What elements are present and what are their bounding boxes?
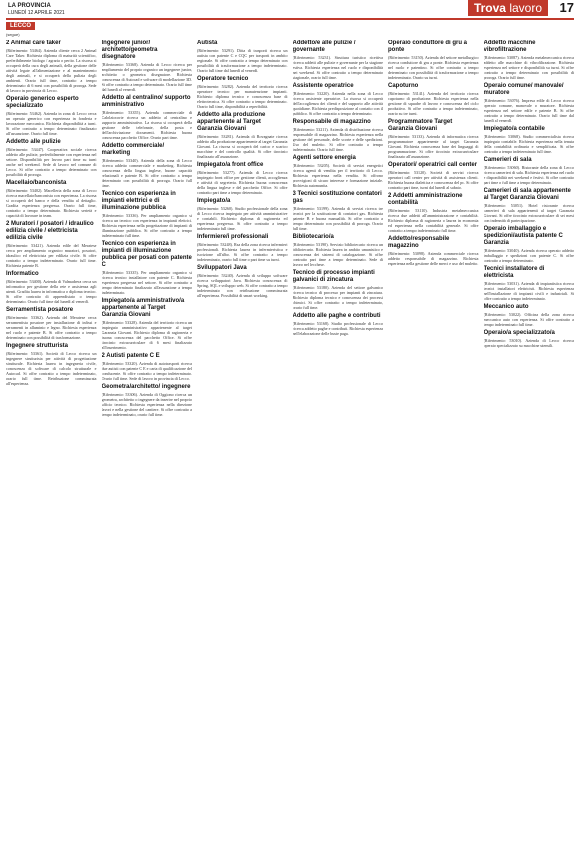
job-listing (6, 221, 97, 268)
job-title: Responsabile di magazzino (292, 119, 371, 125)
job-title: Autista (197, 40, 218, 46)
job-description: (Riferimento: 53368). Azienda di Lecco ricerca per ampliamento del proprio organico un ingegnere junior, architetto o geometra disegnatore. Richiesta conoscenza di Autocad e software di modellazione 3D. Si offre contratto a tempo determinato. Orario full time dal lunedì al venerdì. (101, 62, 192, 92)
job-listing (484, 40, 575, 80)
job-title: Serramentista posatore (6, 307, 74, 313)
page-number: 17 (559, 0, 574, 15)
job-listing (197, 40, 288, 73)
job-description: (Riferimento: 53361). Società di Lecco ricerca un ingegnere strutturista per attività di progettazione strutturale. Richiesta laurea in ingegneria civile, conoscenza di software di calcolo strutturale e Autocad. Si offre contratto a tempo indeterminato, orario full time. Retribuzione commisurata all'esperienza. (6, 351, 97, 386)
listing-column (293, 40, 384, 845)
job-listing (6, 307, 97, 340)
job-listing (484, 226, 575, 263)
job-title: Agenti settore energia (292, 155, 356, 161)
job-title: Operatore tecnico (197, 76, 249, 82)
job-listing (102, 241, 193, 295)
job-listing (484, 266, 575, 301)
job-description: (Riferimento: 53260). Studio professionale della zona di Lecco ricerca impiegato per attività amministrative e contabili. Richiesto diploma di ragioneria ed esperienza pregressa. Si offre contratto a tempo indeterminato full time. (197, 206, 288, 231)
job-listing (6, 271, 97, 304)
job-description: (Riferimento: 53248). Rsa della zona ricerca infermieri professionali. Richiesta laurea in infermieristica e iscrizione all'albo. Si offre contratto a tempo indeterminato, orario full time o part time su turni. (197, 242, 288, 262)
job-description: (Riferimento: 53340). Azienda della zona di Lecco ricerca addetto commerciale e marketing. Richiesta conoscenza della lingua inglese, buone capacità relazionali e patente B. Si offre contratto a tempo determinato con possibilità di proroga. Orario full time. (101, 158, 192, 188)
job-listing (102, 95, 193, 140)
job-description: (Riferimento: 53068). Studio commercialista ricerca impiegato contabile. Richiesta esperienza nella tenuta della contabilità ordinaria e semplificata. Si offre contratto a tempo indeterminato full time. (483, 134, 574, 154)
job-description: (Riferimento: 53141). Azienda del territorio ricerca capoturno di produzione. Richiesta esperienza nella gestione di squadre di lavoro e conoscenza del ciclo produttivo. Si offre contratto a tempo indeterminato, orario su tre turni. (388, 91, 479, 116)
job-description: (Riferimento: 53362). Azienda del Meratese cerca serramentista posatore per installazione di infissi e serramenti in alluminio e legno. Richiesta esperienza nel ruolo e patente B. Si offre contratto a tempo determinato con possibilità di trasformazione. (6, 315, 97, 340)
job-title: Impiegato/a (197, 198, 231, 204)
job-description: (Riferimento: 53335). Per ampliamento organico si ricerca tecnico installatore con patente C. Richiesta esperienza pregressa nel settore. Si offre contratto a tempo determinato finalizzato all'assunzione a tempo indeterminato. (101, 270, 192, 295)
job-description: (Riferimento: 53040). Azienda ricerca operaio addetto imballaggio e spedizioni con patente C. Si offre contratto a tempo determinato. (483, 248, 574, 263)
job-description: (Riferimento: 53355). Azienda commerciale di Calolziocorte ricerca un addetto al centralino e supporto amministrativo. La risorsa si occuperà della gestione delle telefonate, della posta e dell'archiviazione documenti. Richiesta buona conoscenza pacchetto Office. Orario part time. (101, 110, 192, 140)
job-title: Addetto commerciale/ marketing (101, 143, 165, 156)
job-listing (484, 330, 575, 348)
job-description: (Riferimento: 53087). Azienda metalmeccanica ricerca addetto alle macchine di vibrofiltrazione. Richiesta esperienza nel settore e disponibilità su turni. Si offre contratto a tempo determinato con possibilità di proroga. Orario full time. (483, 55, 574, 80)
job-description: (Riferimento: 53400). Azienda di Valmadrera cerca un informatico per gestione della rete e assistenza agli utenti. Gradita laurea in informatica o diploma tecnico. Si offre contratto di apprendistato o tempo determinato. Orario full time dal lunedì al venerdì. (6, 279, 97, 304)
job-title: Operaio generico esperto specializzato (6, 96, 79, 109)
job-description: (Riferimento: 53231). Struttura turistico ricettiva ricerca addetti alle pulizie e governante per la stagione estiva. Richiesta esperienza nel ruolo e disponibilità nei weekend. Si offre contratto a tempo determinato stagionale, orario full time. (292, 55, 383, 80)
job-title: Tecnico con esperienza in impianti elettrici e di illuminazione pubblica (101, 191, 176, 211)
job-description: (Riferimento: 53282). Azienda del territorio ricerca operatore tecnico per manutenzione impianti. Richiesto diploma tecnico e conoscenza base di elettrotecnica. Si offre contratto a tempo determinato. Orario full time, disponibilità a reperibilità. (197, 84, 288, 109)
job-description: (Riferimento: 53464). Azienda cliente cerca 2 Animal Care Taker. Richiesta diploma di maturità scientifico, preferibilmente biologo / agraria o perito. La risorsa si occuperà della cura degli animali, della gestione delle attività legate all'alimentazione e al mantenimento degli animali, e si occuperà della pulizia degli ambienti. Orario full time, contratto a tempo determinato di 6 mesi con possibilità di proroga. Sede di lavoro in provincia di Lecco. (6, 48, 97, 93)
job-listing (293, 83, 384, 116)
job-title: Operaio comune/ manovale/ muratore (483, 83, 564, 96)
job-title: Ingegnere junior/ architetto/geometra disegnatore (101, 40, 158, 60)
job-listing (6, 139, 97, 177)
section-title-light: lavoro (509, 1, 542, 15)
job-title: Addetto alle paghe e contributi (292, 313, 381, 319)
job-title: Tecnico di processo impianti galvanici di zincatura (292, 270, 375, 283)
job-listing (197, 265, 288, 298)
job-listing (6, 40, 97, 93)
job-title: Sviluppatori Java (197, 265, 247, 271)
job-listing (484, 188, 575, 223)
job-title: Meccanico auto (483, 304, 529, 310)
job-title: 2 Autisti patente C E (101, 353, 160, 359)
job-listing (102, 353, 193, 381)
job-description: (Riferimento: 53205). Società di servizi energetici ricerca agenti di vendita per il territorio di Lecco. Richiesta esperienza nella vendita. Si offrono provvigioni di sicuro interesse e formazione iniziale. Richiesta automunita. (292, 163, 383, 188)
location-label: (segue) (6, 32, 20, 37)
listing-column (388, 40, 479, 845)
job-title: Addetto alla produzione appartenente al Target Garanzia Giovani (197, 112, 266, 132)
job-description: (Riferimento: 53462). Azienda in zona di Lecco cerca un operaio generico con esperienza in fonderia e lavorazione meccanica. Richiesta disponibilità a turni. Si offre contratto a tempo determinato finalizzato all'assunzione. Orario full time. (6, 111, 97, 136)
job-title: Macellaio/banconista (6, 180, 67, 186)
job-description: (Riferimento: 53060). Ristorante della zona di Lecco ricerca camerieri di sala. Richiesta esperienza nel ruolo e disponibilità nei weekend e festivi. Si offre contratto part time o full time a tempo determinato. (483, 165, 574, 185)
job-listing (484, 126, 575, 154)
job-description: (Riferimento: 53168). Studio professionale di Lecco ricerca addetto paghe e contributi. Richiesta esperienza nell'elaborazione delle buste paga. (292, 321, 383, 336)
job-listing (102, 298, 193, 350)
job-title: Assistente operatrice (292, 83, 354, 89)
job-title: Informatico (6, 271, 39, 277)
job-description: (Riferimento: 53120). Società di servizi ricerca operatori call center per attività di assistenza clienti. Richiesta buona dialettica e conoscenza del pc. Si offre contratto part time, turni dal lunedì al sabato. (388, 170, 479, 190)
job-description: (Riferimento: 53199). Azienda di servizi ricerca tre tecnici per la sostituzione di contatori gas. Richiesta patente B e buona manualità. Si offre contratto a tempo determinato con possibilità di proroga. Orario full time. (292, 206, 383, 231)
job-title: Infermiere/i professionali (197, 234, 269, 240)
job-title: Bibliotecario/a (292, 234, 334, 240)
listing-column (102, 40, 193, 845)
job-description: (Riferimento: 53010). Azienda di Lecco ricerca operaio specializzato su macchine utensili. (483, 338, 574, 348)
job-title: Impiegato/a amministrativo/a appartenente al Target Garanzia Giovani (101, 298, 185, 318)
job-description: (Riferimento: 53220). Azienda nella zona di Lecco ricerca assistente operatrice. La risorsa si occuperà dell'accoglienza dei clienti e del supporto alle attività quotidiane. Richiesta predisposizione al contatto con il pubblico. Si offre contratto a tempo determinato. (292, 91, 383, 116)
job-description: (Riferimento: 53110). Industria metalmeccanica ricerca due addetti all'amministrazione e contabilità. Richiesto diploma di ragioneria o laurea in economia ed esperienza nella contabilità generale. Si offre contratto a tempo indeterminato full time. (388, 208, 479, 233)
job-listing (293, 313, 384, 336)
job-description: (Riferimento: 53421). Azienda edile del Meratese cerca per ampliamento organico muratori, posatori, idraulico ed elettricista per edilizia civile. Si offre contratto a tempo indeterminato. Orario full time. Richiesta patente B. (6, 243, 97, 268)
job-listing (197, 234, 288, 262)
job-description: (Riferimento: 53291). Ditta di trasporti ricerca un autista con patente C e CQC per trasporti in ambito regionale. Si offre contratto a tempo determinato con possibilità di trasformazione a tempo indeterminato. Orario full time dal lunedì al venerdì. (197, 48, 288, 73)
job-listing (102, 40, 193, 92)
job-listing (293, 40, 384, 80)
section-banner (468, 0, 548, 16)
job-description: (Riferimento: 53190). Servizio bibliotecario ricerca un bibliotecario. Richiesta laurea in ambito umanistico e conoscenza dei sistemi di catalogazione. Si offre contratto part time a tempo determinato. Sede di lavoro nel lecchese. (292, 242, 383, 267)
job-listing (6, 96, 97, 136)
job-listing (293, 191, 384, 231)
job-title: Camerieri di sala appartenente al Target Garanzia Giovani (483, 188, 571, 201)
job-description: (Riferimento: 53402). Macelleria della zona di Lecco ricerca macellaio/banconista con esperienza. La risorsa si occuperà del banco e della vendita al dettaglio. Gradita esperienza pregressa. Orario full time, contratto a tempo determinato. Richiesta serietà e capacità di lavorare in team. (6, 188, 97, 218)
job-title: Ingegnere strutturista (6, 343, 69, 349)
job-listing (293, 119, 384, 152)
job-listing (293, 234, 384, 267)
job-description: (Riferimento: 53277). Azienda di Lecco ricerca impiegato front office per gestione clienti, accoglienza e attività di segreteria. Richiesta buona conoscenza della lingua inglese e del pacchetto Office. Si offre contratto part time a tempo determinato. (197, 170, 288, 195)
job-listing (293, 270, 384, 310)
listing-column (484, 40, 575, 845)
job-description: (Riferimento: 53211). Azienda di distribuzione ricerca responsabile di magazzino. Richiesta esperienza nella gestione del personale, delle scorte e delle spedizioni. Uso del muletto. Si offre contratto a tempo indeterminato. Orario full time. (292, 127, 383, 152)
job-title: Impiegato/a contabile (483, 126, 545, 132)
job-listing (102, 143, 193, 188)
header-rule (6, 18, 574, 20)
job-title: Addetto alle pulizie (6, 139, 61, 145)
job-title: 2 Animal care taker (6, 40, 61, 46)
job-description: (Riferimento: 53133). Azienda di informatica ricerca programmatore appartenente al target Garanzia Giovani. Richiesta conoscenza base dei linguaggi di programmazione. Si offre tirocinio extracurriculare finalizzato all'assunzione. (388, 134, 479, 159)
section-title-bold: Trova (473, 1, 506, 15)
job-title: Operaio conduttore di gru a ponte (388, 40, 468, 53)
job-listing (102, 384, 193, 417)
job-listing (388, 193, 479, 233)
location-tag: LECCO (6, 22, 35, 30)
job-listing (388, 83, 479, 116)
job-description: (Riferimento: 53306). Azienda di Oggiono ricerca un geometra, architetto o ingegnere da inserire nel proprio ufficio tecnico. Richiesta esperienza nella direzione lavori e nella gestione del cantiere. Si offre contratto a tempo indeterminato, orario full time. (101, 392, 192, 417)
job-title: Addetto al centralino/ supporto amministrativo (101, 95, 191, 108)
job-listing (388, 236, 479, 266)
job-title: Camerieri di sala (483, 157, 532, 163)
job-description: (Riferimento: 53022). Officina della zona ricerca meccanico auto con esperienza. Si offre contratto a tempo indeterminato full time. (483, 312, 574, 327)
job-description: (Riferimento: 53336). Per ampliamento organico si ricerca un tecnico con esperienza in impianti elettrici. Richiesta esperienza nella progettazione di impianti di illuminazione pubblica. Si offre contratto a tempo indeterminato full time. (101, 213, 192, 238)
job-description: (Riferimento: 53076). Impresa edile di Lecco ricerca operaio comune, manovale o muratore. Richiesta esperienza nel settore edile e patente B. Si offre contratto a tempo determinato. Orario full time dal lunedì al venerdì. (483, 98, 574, 123)
job-title: Addetto macchine vibrofiltrazione (483, 40, 536, 53)
job-listing (6, 343, 97, 386)
job-listing (388, 40, 479, 80)
job-title: Programmatore Target Garanzia Giovani (388, 119, 453, 132)
listings-columns (6, 40, 574, 845)
job-description: (Riferimento: 53447). Cooperativa sociale ricerca addetto alle pulizie, preferibilmente con esperienza nel settore. Disponibilità per lavoro part time su turni anche nel weekend. Sede di lavoro nel comune di Lecco. Si offre contratto a tempo determinato con possibilità di proroga. (6, 147, 97, 177)
job-title: Operatori/ operatrici call center (388, 162, 478, 168)
listing-column (197, 40, 288, 845)
job-listing (6, 180, 97, 218)
job-listing (293, 155, 384, 188)
issue-date: LUNEDÌ 12 APRILE 2021 (8, 10, 65, 16)
job-description: (Riferimento: 53031). Azienda di impiantistica ricerca tecnici installatori elettricisti. Richiesta esperienza nell'installazione di impianti civili e industriali. Si offre contratto a tempo indeterminato. (483, 281, 574, 301)
job-description: (Riferimento: 53180). Azienda del settore galvanico ricerca tecnico di processo per impianti di zincatura. Richiesto diploma tecnico e conoscenza dei processi chimici. Si offre contratto a tempo indeterminato, orario full time. (292, 285, 383, 310)
masthead (8, 3, 65, 16)
job-title: 2 Muratori / posatori / idraulico edilizia civile / elettricista edilizia civile (6, 221, 94, 241)
listing-column (6, 40, 97, 845)
job-description: (Riferimento: 53098). Azienda commerciale ricerca addetto responsabile di magazzino. Richiesta esperienza nella gestione delle merci e uso del muletto. (388, 251, 479, 266)
job-description: (Riferimento: 53240). Azienda di sviluppo software ricerca sviluppatori Java. Richiesta conoscenza di Spring, SQL e sviluppo web. Si offre contratto a tempo indeterminato con retribuzione commisurata all'esperienza. Possibilità di smart working. (197, 273, 288, 298)
job-title: Operaio/a specializzato/a (483, 330, 555, 336)
job-description: (Riferimento: 53150). Azienda del settore metallurgico ricerca conduttore di gru a ponte. Richiesta esperienza nel ruolo e patentino. Si offre contratto a tempo determinato con possibilità di trasformazione a tempo indeterminato. Orario su turni. (388, 55, 479, 80)
job-listing (197, 198, 288, 231)
job-description: (Riferimento: 53051). Hotel ristorante ricerca camerieri di sala appartenenti al target Garanzia Giovani. Si offre tirocinio extracurriculare di sei mesi con indennità di partecipazione. (483, 203, 574, 223)
job-title: Capoturno (388, 83, 419, 89)
job-title: Operaio imballaggio e spedizioni/autista patente C Garanzia (483, 226, 563, 246)
job-listing (102, 191, 193, 238)
job-listing (197, 162, 288, 195)
job-title: 3 Tecnici sostituzione contatori gas (292, 191, 382, 204)
job-listing (388, 162, 479, 190)
publication-name: LA PROVINCIA (8, 3, 51, 9)
job-title: Impiegato/a front office (197, 162, 264, 168)
job-title: Addetto/responsabile magazzino (388, 236, 450, 249)
job-listing (197, 76, 288, 109)
job-title: Addetto/e alle pulizie / governante (292, 40, 356, 53)
job-description: (Riferimento: 53281). Azienda di Rovagnate ricerca addetto alla produzione appartenente al target Garanzia Giovani. La risorsa si occuperà del carico e scarico macchine e del controllo qualità. Si offre tirocinio finalizzato all'assunzione. (197, 134, 288, 159)
job-description: (Riferimento: 53328). Azienda del territorio ricerca un impiegato amministrativo appartenente al target Garanzia Giovani. Richiesto diploma di ragioneria e buona conoscenza del pacchetto Office. Si offre tirocinio extracurriculare di 6 mesi finalizzato all'inserimento. (101, 320, 192, 350)
job-title: 2 Addetti amministrazione contabilità (388, 193, 463, 206)
job-listing (484, 304, 575, 327)
job-title: Tecnico con esperienza in impianti di illuminazione pubblica per posati con patente C (101, 241, 192, 268)
job-listing (484, 83, 575, 123)
job-listing (484, 157, 575, 185)
job-listing (197, 112, 288, 159)
job-title: Geometra/architetto/ ingegnere (101, 384, 191, 390)
job-listing (388, 119, 479, 159)
job-title: Tecnici installatore di elettricista (483, 266, 545, 279)
job-description: (Riferimento: 53320). Azienda di autotrasporti ricerca due autisti con patente C E e carta di qualificazione del conducente. Si offre contratto a tempo indeterminato. Orario full time. Sede di lavoro in provincia di Lecco. (101, 361, 192, 381)
